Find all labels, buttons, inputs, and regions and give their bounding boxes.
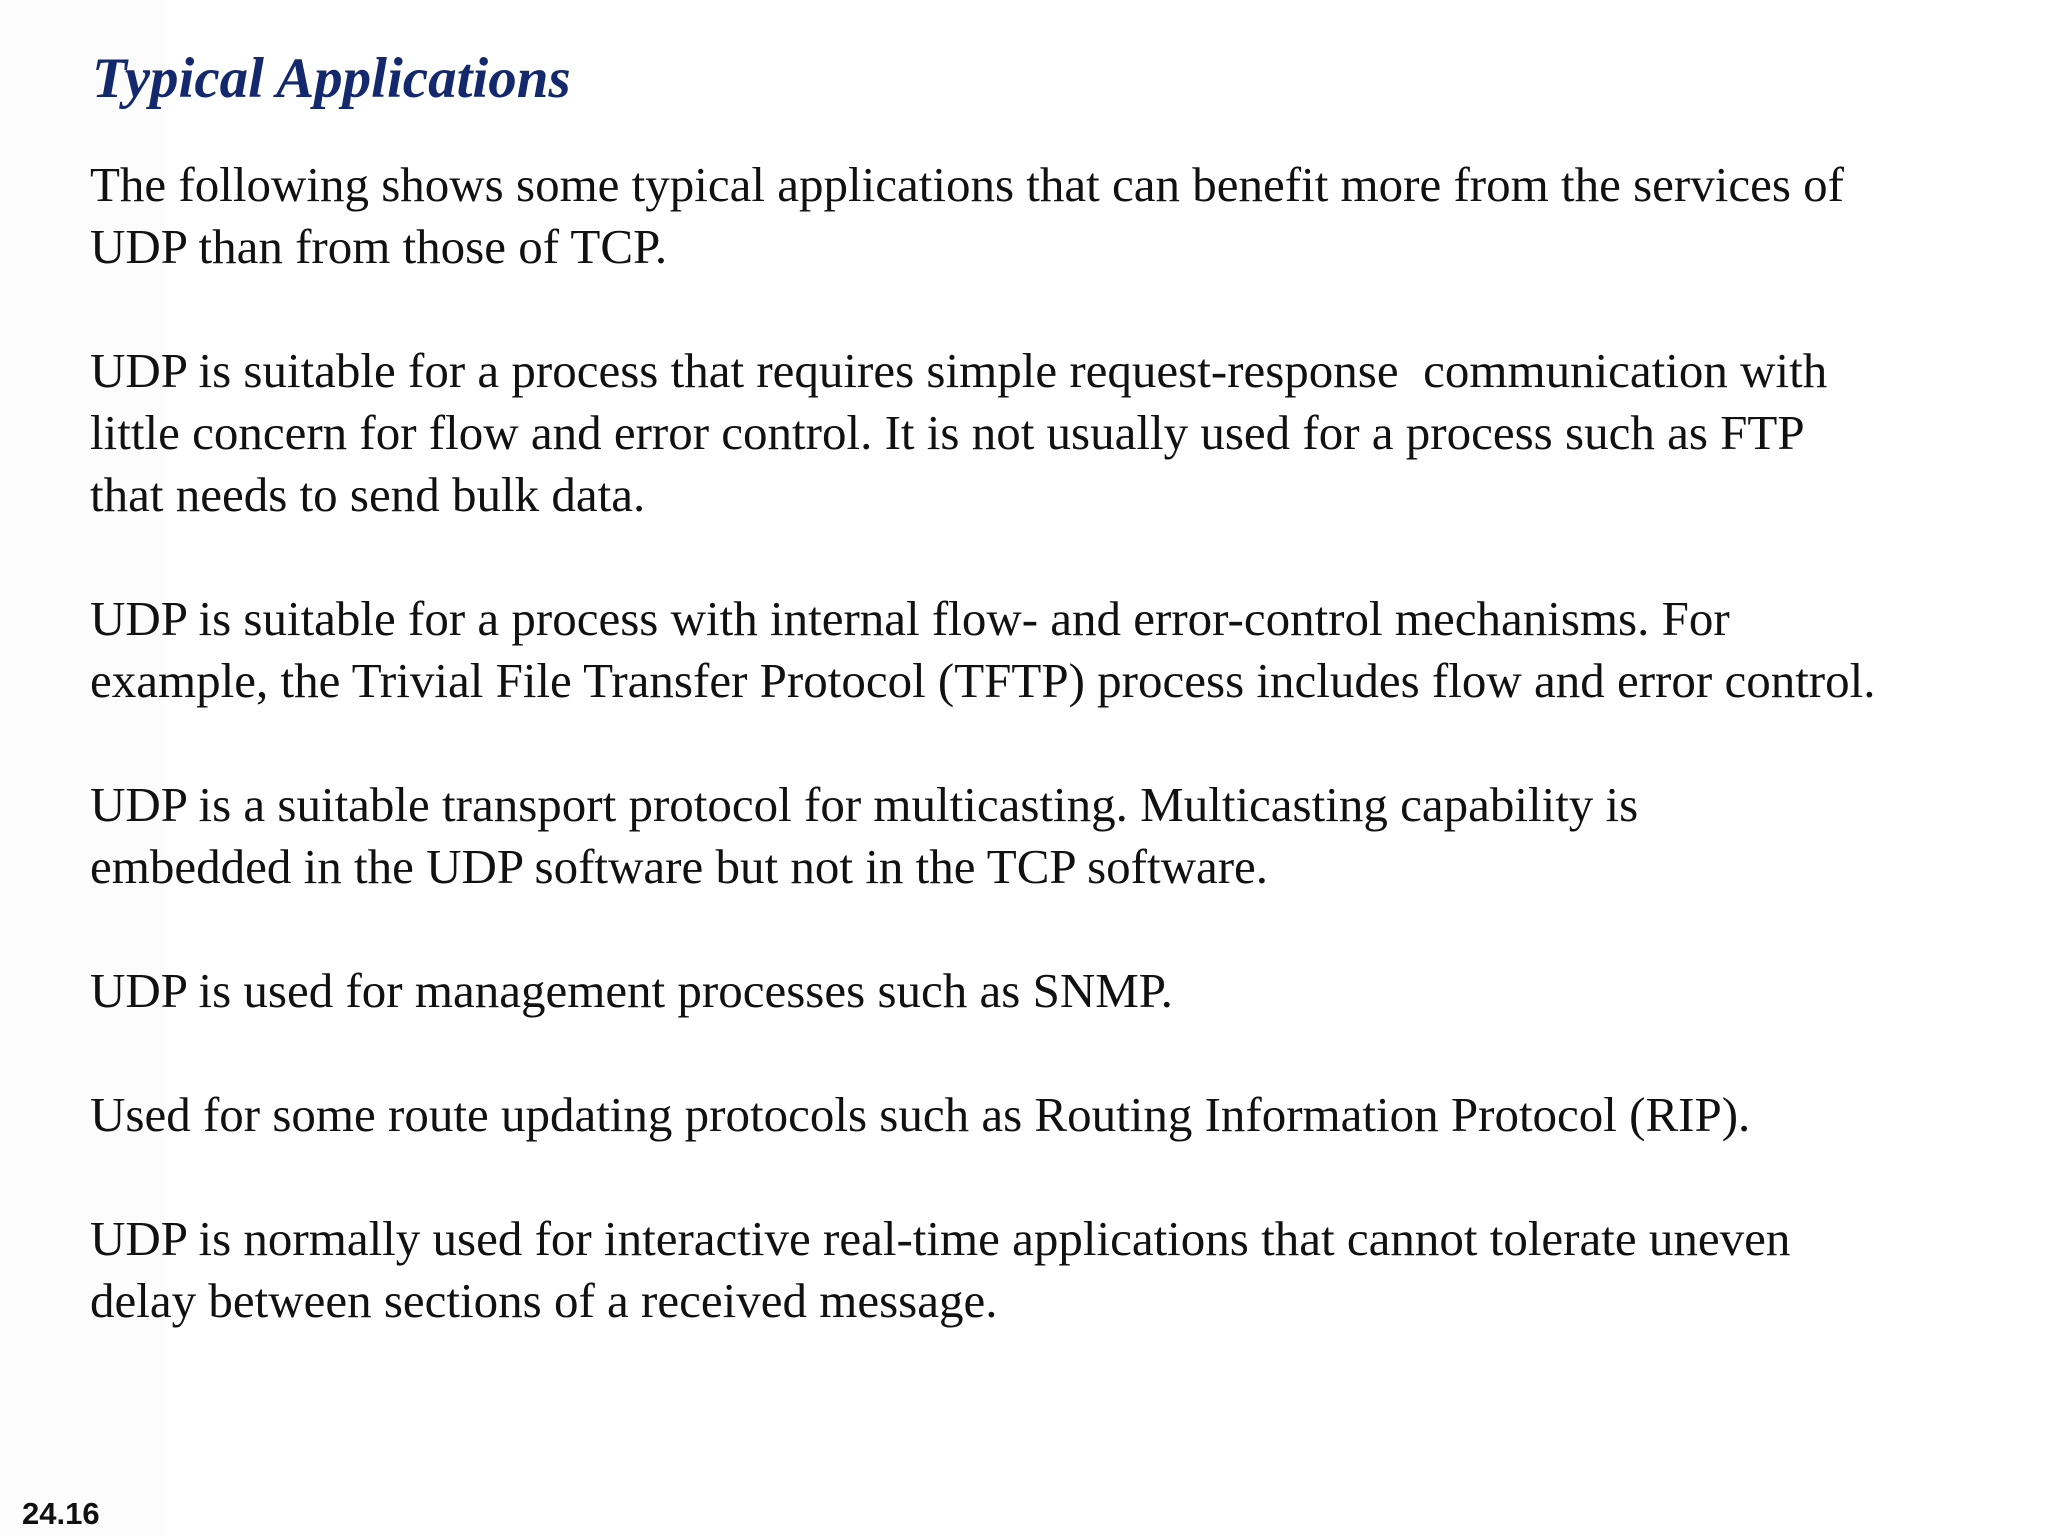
paragraph-real-time: UDP is normally used for interactive real-time applications that cannot tolerate uneven delay between sections of a received message. — [90, 1211, 1791, 1328]
paragraph-route-updating: Used for some route updating protocols such as Routing Information Protocol (RIP). — [90, 1087, 1751, 1142]
slide-title: Typical Applications — [92, 47, 571, 110]
paragraph-management: UDP is used for management processes such as SNMP. — [90, 963, 1173, 1018]
paragraph-request-response: UDP is suitable for a process that requires simple request-response communication with little concern for flow and error control. It is not usually used for a process such as FTP that needs to send bulk data. — [90, 343, 1828, 522]
slide-body — [90, 154, 2030, 1332]
paragraph-intro: The following shows some typical applications that can benefit more from the services of UDP than from those of TCP. — [90, 157, 1844, 274]
paragraph-multicasting: UDP is a suitable transport protocol for multicasting. Multicasting capability is embedded in the UDP software but not in the TCP software. — [90, 777, 1639, 894]
slide-number: 24.16 — [22, 1496, 100, 1531]
paragraph-flow-error-control: UDP is suitable for a process with internal flow- and error-control mechanisms. For example, the Trivial File Transfer Protocol (TFTP) process includes flow and error control. — [90, 591, 1876, 708]
